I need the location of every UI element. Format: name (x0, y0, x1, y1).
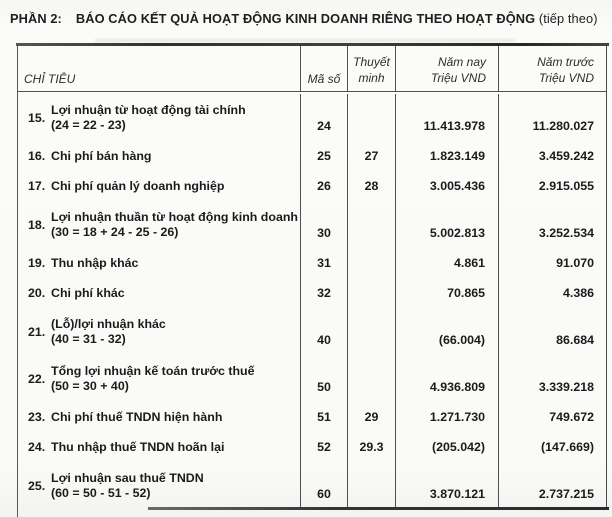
cell-ma-so: 26 (300, 171, 347, 201)
row-formula: (50 = 30 + 40) (51, 378, 129, 393)
cell-nam-truoc: 749.672 (498, 402, 602, 432)
cell-ma-so: 60 (300, 462, 347, 509)
cell-ma-so: 32 (300, 278, 347, 308)
row-formula: (40 = 31 - 32) (51, 331, 126, 346)
header-nam-nay (395, 46, 498, 91)
row-number: 17. (28, 179, 46, 193)
row-label: Tổng lợi nhuận kế toán trước thuế (51, 363, 255, 378)
cell-nam-nay: 3.870.121 (395, 462, 498, 509)
row-formula: (24 = 22 - 23) (51, 117, 126, 132)
row-label: Chi phí khác (51, 285, 125, 300)
row-label: Chi phí thuế TNDN hiện hành (51, 409, 223, 424)
row-label: Lợi nhuận từ hoạt động tài chính (51, 102, 246, 117)
cell-thuyet-minh (347, 278, 395, 308)
cell-ma-so: 30 (300, 201, 347, 248)
cell-nam-truoc: 3.339.218 (498, 355, 602, 402)
cell-thuyet-minh (347, 248, 395, 278)
table-row (18, 308, 606, 355)
table-header-row (18, 46, 606, 92)
table-row (18, 278, 606, 308)
cell-thuyet-minh (347, 94, 395, 141)
table-row (18, 355, 606, 402)
cell-nam-nay: 4.936.809 (395, 355, 498, 402)
cell-ma-so: 25 (300, 141, 347, 171)
row-number: 21. (28, 324, 46, 339)
table-row (18, 201, 606, 248)
row-number: 20. (28, 286, 46, 300)
cell-ma-so: 40 (300, 308, 347, 355)
header-chi-tieu: CHỈ TIÊU (24, 72, 76, 86)
row-label: Thu nhập khác (51, 255, 139, 270)
row-number: 18. (28, 217, 46, 232)
table-row (18, 432, 606, 462)
cell-nam-truoc: 86.684 (498, 308, 602, 355)
row-label: Thu nhập thuế TNDN hoãn lại (51, 439, 225, 454)
row-number: 23. (28, 410, 46, 424)
header-nam-truoc (498, 46, 602, 91)
cell-thuyet-minh: 29 (347, 402, 395, 432)
row-label: Chi phí bán hàng (51, 148, 152, 163)
row-label: (Lỗ)/lợi nhuận khác (51, 316, 166, 331)
cell-ma-so: 50 (300, 355, 347, 402)
cell-nam-nay: (205.042) (395, 432, 498, 462)
cell-nam-nay: 1.823.149 (395, 141, 498, 171)
cell-nam-truoc: 91.070 (498, 248, 602, 278)
report-title-group (76, 11, 598, 26)
report-title-suffix: (tiếp theo) (538, 11, 598, 26)
table-row (18, 171, 606, 201)
cell-thuyet-minh (347, 201, 395, 248)
cell-ma-so: 31 (300, 248, 347, 278)
table-row (18, 141, 606, 171)
table-row (18, 402, 606, 432)
cell-ma-so: 51 (300, 402, 347, 432)
header-thuyet-minh-text: Thuyết minh (353, 55, 390, 85)
cell-ma-so: 52 (300, 432, 347, 462)
cell-nam-truoc: 4.386 (498, 278, 602, 308)
cell-nam-truoc: 2.915.055 (498, 171, 602, 201)
cell-ma-so: 24 (300, 94, 347, 141)
table-row (18, 248, 606, 278)
cell-nam-nay: 4.861 (395, 248, 498, 278)
cell-thuyet-minh: 28 (347, 171, 395, 201)
row-number: 22. (28, 371, 46, 386)
header-nam-nay-text: Năm nay Triệu VND (430, 55, 486, 85)
cell-nam-truoc: 3.252.534 (498, 201, 602, 248)
cell-nam-nay: 11.413.978 (395, 94, 498, 141)
income-statement-table (17, 46, 607, 508)
row-label: Lợi nhuận sau thuế TNDN (51, 470, 204, 485)
cell-nam-nay: 70.865 (395, 278, 498, 308)
cell-nam-truoc: 2.737.215 (498, 462, 602, 509)
row-number: 15. (28, 110, 46, 125)
row-label: Lợi nhuận thuần từ hoạt động kinh doanh (51, 209, 298, 224)
scan-smudge-artifact (95, 39, 515, 42)
row-number: 19. (28, 256, 46, 270)
cell-nam-nay: 5.002.813 (395, 201, 498, 248)
cell-thuyet-minh: 29.3 (347, 432, 395, 462)
table-row (18, 462, 606, 509)
cell-nam-nay: 1.271.730 (395, 402, 498, 432)
cell-nam-nay: (66.004) (395, 308, 498, 355)
row-number: 25. (28, 478, 46, 493)
part-label: PHẦN 2: (10, 11, 62, 26)
row-formula: (60 = 50 - 51 - 52) (51, 485, 151, 500)
row-number: 16. (28, 149, 46, 163)
page-title (10, 11, 598, 26)
cell-thuyet-minh (347, 308, 395, 355)
table-body (18, 92, 606, 509)
table-row (18, 94, 606, 141)
header-nam-truoc-text: Năm trước Triệu VND (537, 55, 594, 85)
cell-nam-truoc: 3.459.242 (498, 141, 602, 171)
header-ma-so: Mã số (300, 46, 347, 91)
table-bottom-border (148, 507, 609, 510)
row-number: 24. (28, 440, 46, 454)
table-left-border-tail (17, 507, 18, 517)
row-label: Chi phí quản lý doanh nghiệp (51, 178, 225, 193)
report-title: BÁO CÁO KẾT QUẢ HOẠT ĐỘNG KINH DOANH RIÊNG THEO HOẠT ĐỘNG (75, 11, 536, 26)
cell-nam-truoc: (147.669) (498, 432, 602, 462)
row-formula: (30 = 18 + 24 - 25 - 26) (51, 224, 179, 239)
cell-nam-nay: 3.005.436 (395, 171, 498, 201)
cell-thuyet-minh: 27 (347, 141, 395, 171)
cell-nam-truoc: 11.280.027 (498, 94, 602, 141)
cell-thuyet-minh (347, 462, 395, 509)
header-thuyet-minh (347, 46, 395, 91)
cell-thuyet-minh (347, 355, 395, 402)
